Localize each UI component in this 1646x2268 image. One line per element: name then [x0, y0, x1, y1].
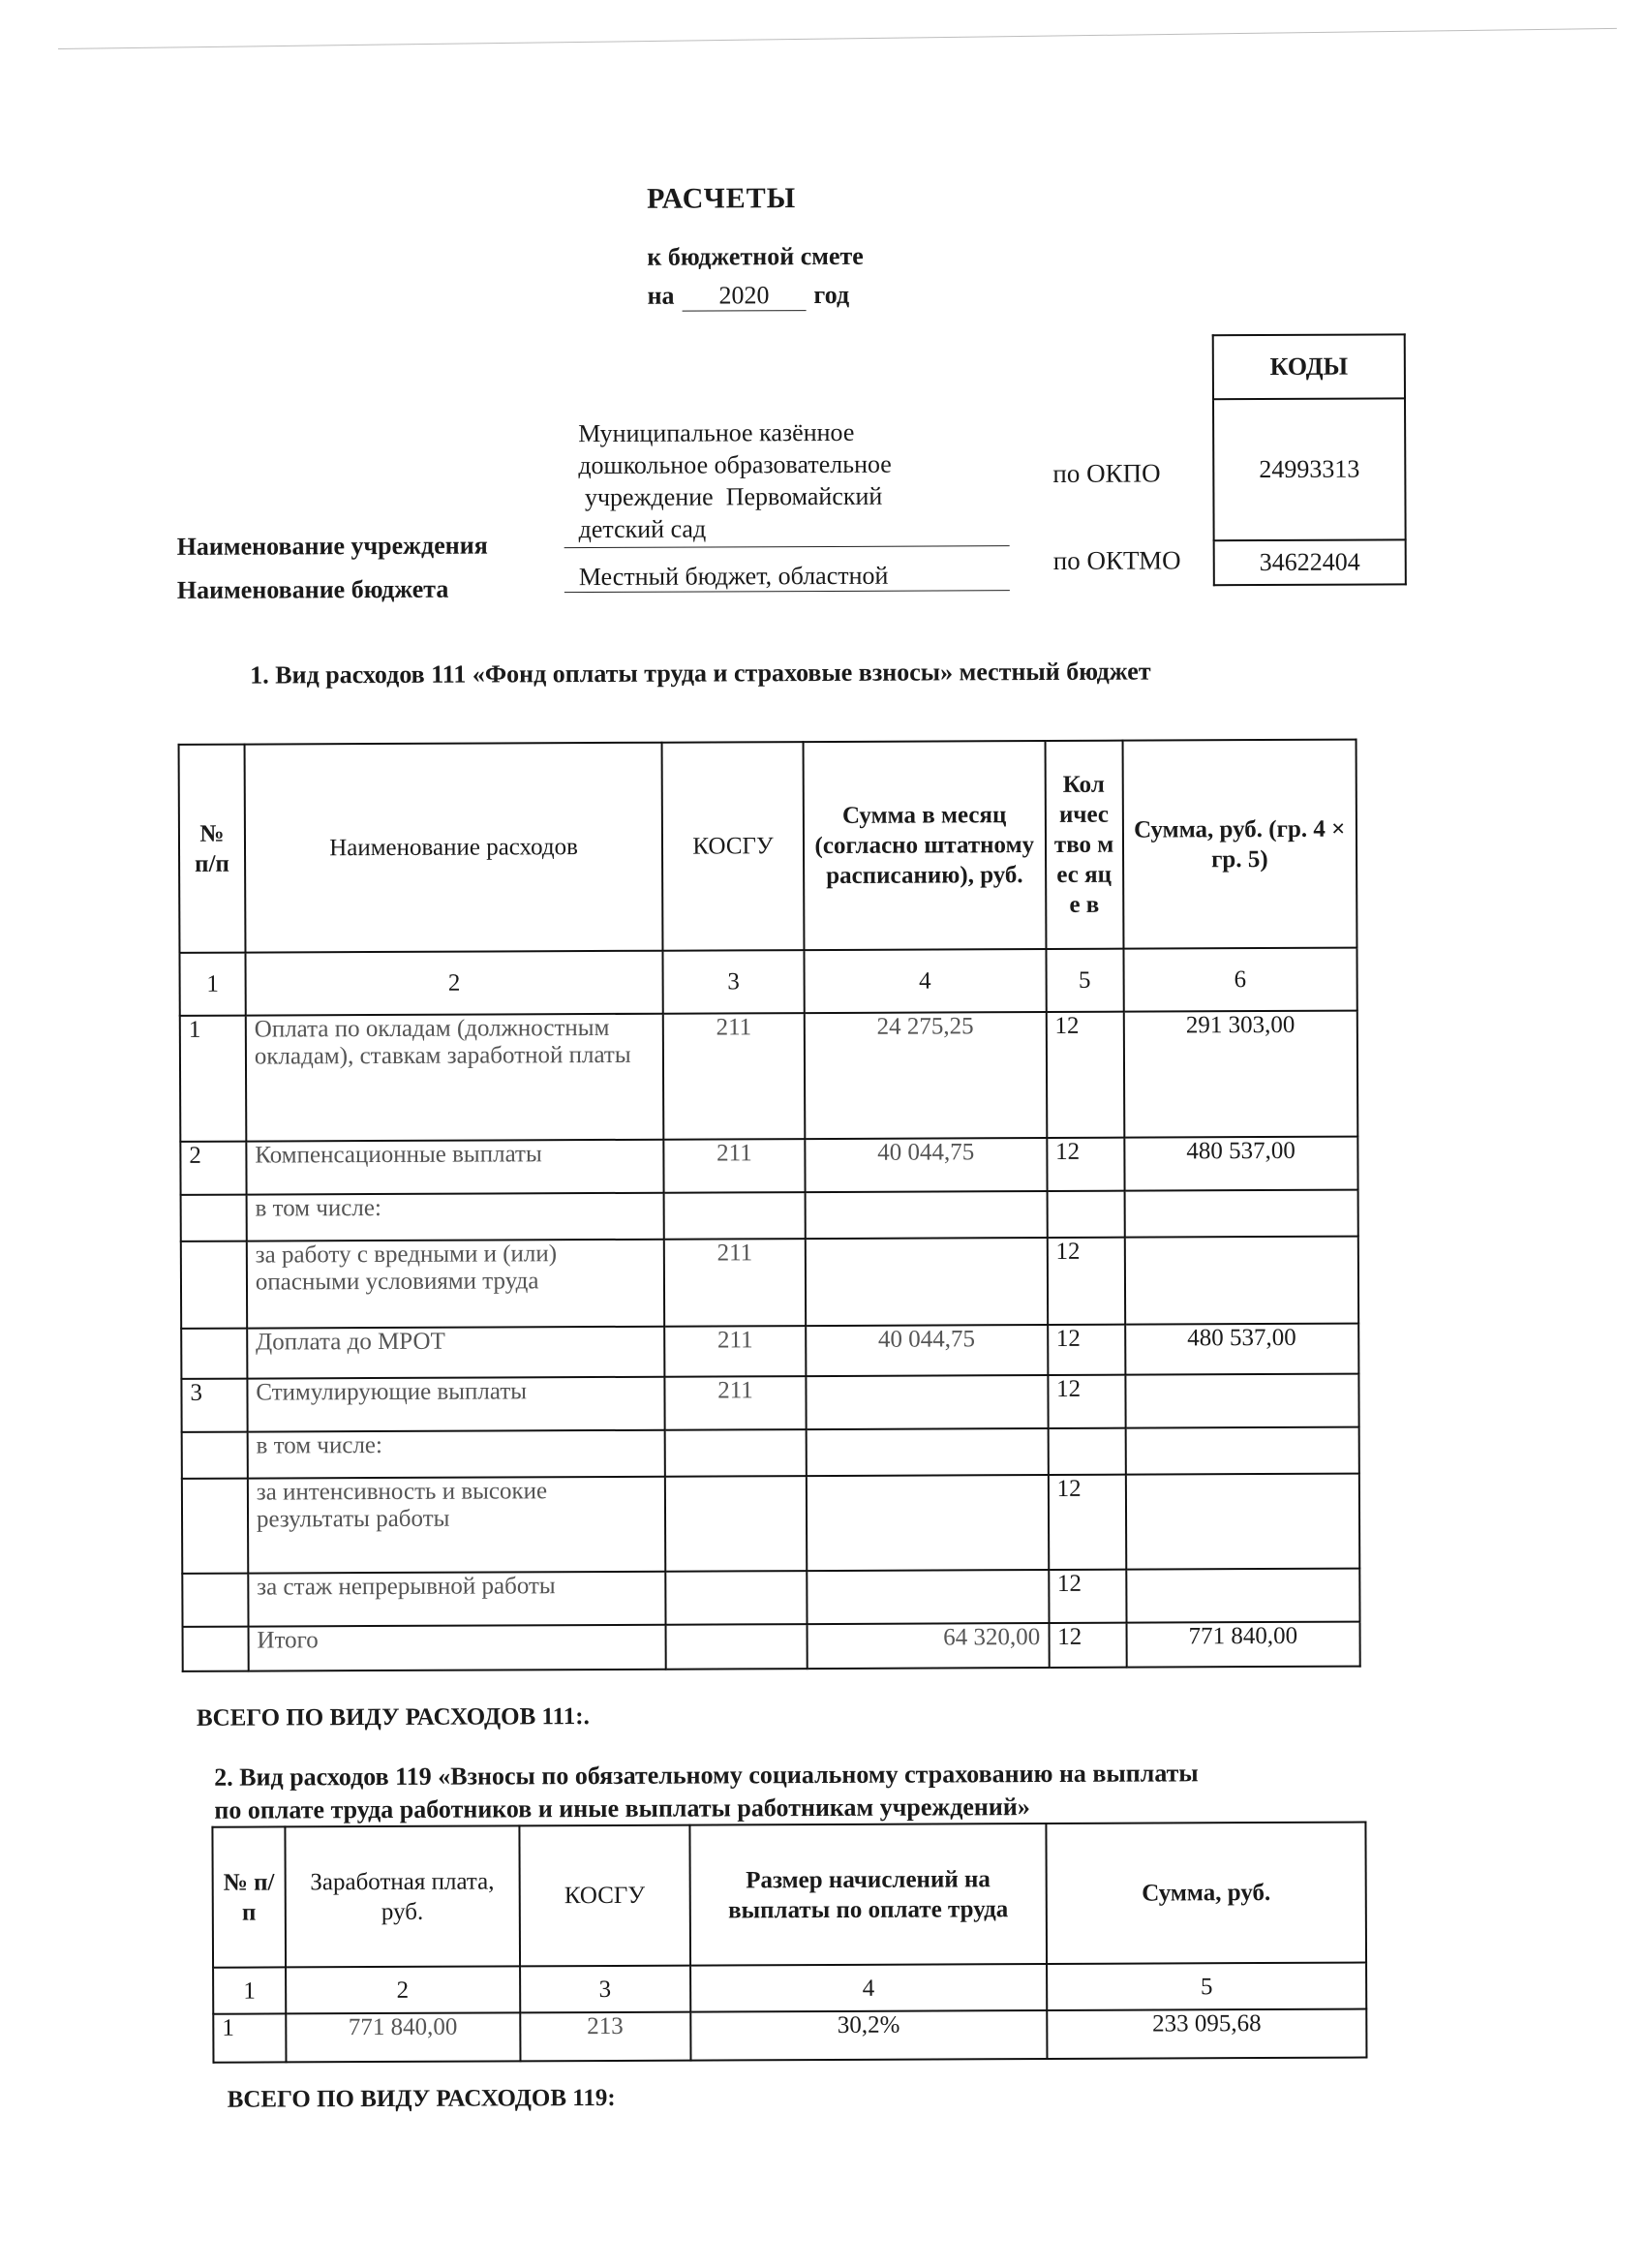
cell-kosgu: 211	[664, 1239, 806, 1327]
cell-kosgu: 211	[665, 1376, 807, 1430]
institution-name	[578, 416, 892, 545]
cell-number: 3	[181, 1379, 247, 1432]
cell-months	[1048, 1428, 1125, 1475]
cell-months: 12	[1048, 1475, 1125, 1570]
col-number: 5	[1047, 1963, 1366, 2010]
cell-name: Оплата по окладам (должностным окладам), ставкам заработной платы	[246, 1014, 664, 1142]
section2-total-label: ВСЕГО ПО ВИДУ РАСХОДОВ 119:	[227, 2084, 616, 2113]
col-number: 1	[179, 953, 245, 1016]
cell-months	[1047, 1191, 1124, 1238]
cell-kosgu	[666, 1624, 808, 1670]
cell-total-sum	[1124, 1237, 1358, 1325]
col-number: 2	[286, 1966, 520, 2013]
cell-salary: 771 840,00	[286, 2012, 520, 2062]
cell-monthly-sum: 40 044,75	[806, 1325, 1048, 1376]
cell-number	[182, 1479, 248, 1574]
col-header-kosgu: КОСГУ	[519, 1825, 690, 1967]
cell-rate: 30,2%	[690, 2010, 1048, 2061]
section2-title-line1: 2. Вид расходов 119 «Взносы по обязательному социальному страхованию на выплаты	[214, 1759, 1199, 1792]
institution-label: Наименование учреждения	[176, 531, 488, 561]
col-header-name: Наименование расходов	[244, 743, 662, 953]
cell-number	[183, 1627, 249, 1671]
cell-monthly-sum	[807, 1570, 1049, 1624]
budget-label: Наименование бюджета	[176, 574, 449, 604]
cell-name: Доплата до МРОТ	[247, 1327, 664, 1379]
okpo-label: по ОКПО	[1052, 458, 1161, 488]
table-row	[181, 1237, 1358, 1329]
cell-total-sum	[1125, 1427, 1359, 1475]
cell-name: за стаж непрерывной работы	[248, 1572, 665, 1627]
cell-total-sum: 480 537,00	[1125, 1324, 1359, 1375]
table-row	[182, 1427, 1359, 1479]
table-row	[213, 2009, 1366, 2063]
cell-number	[181, 1195, 247, 1241]
col-number: 4	[690, 1964, 1048, 2012]
cell-monthly-sum	[806, 1191, 1048, 1239]
cell-monthly-sum: 64 320,00	[807, 1623, 1049, 1669]
year-prefix: на	[647, 281, 675, 310]
cell-name: за работу с вредными и (или) опасными условиями труда	[247, 1240, 665, 1329]
institution-line: детский сад	[578, 514, 707, 544]
table-column-numbers-row	[179, 948, 1356, 1016]
cell-number: 2	[180, 1142, 246, 1195]
document-title: РАСЧЕТЫ	[647, 182, 797, 215]
budget-name: Местный бюджет, областной	[578, 561, 889, 592]
col-number: 3	[663, 950, 805, 1014]
cell-months: 12	[1046, 1012, 1123, 1138]
cell-months: 12	[1049, 1623, 1126, 1668]
year-value: 2020	[682, 281, 806, 312]
cell-kosgu	[664, 1192, 806, 1240]
cell-name: в том числе:	[246, 1193, 663, 1241]
col-header-total-sum: Сумма, руб. (гр. 4 × гр. 5)	[1122, 740, 1356, 949]
cell-total-sum: 291 303,00	[1123, 1011, 1357, 1138]
cell-name: Итого	[248, 1625, 665, 1671]
cell-kosgu: 211	[663, 1139, 805, 1193]
cell-kosgu	[665, 1476, 807, 1572]
institution-line: Муниципальное казённое	[578, 417, 855, 448]
cell-monthly-sum	[806, 1238, 1048, 1326]
document-subtitle: к бюджетной смете	[647, 241, 864, 271]
cell-kosgu: 213	[520, 2012, 690, 2062]
table-row	[181, 1324, 1358, 1379]
institution-line: учреждение Первомайский	[578, 481, 883, 512]
year-line	[647, 281, 849, 312]
cell-name: Компенсационные выплаты	[246, 1140, 663, 1195]
col-header-number: № п/п	[179, 745, 246, 953]
cell-number: 1	[213, 2013, 286, 2062]
col-header-monthly-sum: Сумма в месяц (согласно штатному расписанию), руб.	[803, 741, 1046, 950]
section1-total-label: ВСЕГО ПО ВИДУ РАСХОДОВ 111:.	[196, 1703, 590, 1732]
col-header-months: Кол ичес тво мес яце в	[1045, 741, 1123, 949]
cell-kosgu	[665, 1429, 807, 1477]
codes-heading: КОДЫ	[1213, 334, 1405, 399]
cell-months: 12	[1047, 1238, 1124, 1325]
cell-months: 12	[1048, 1375, 1125, 1428]
cell-kosgu: 211	[663, 1013, 805, 1140]
section1-title: 1. Вид расходов 111 «Фонд оплаты труда и страховые взносы» местный бюджет	[250, 657, 1151, 690]
col-number: 3	[520, 1966, 690, 2013]
okpo-code: 24993313	[1213, 398, 1406, 540]
cell-monthly-sum	[807, 1428, 1049, 1476]
cell-total-sum	[1125, 1374, 1359, 1428]
table-row	[180, 1011, 1358, 1142]
col-header-number: № п/п	[212, 1826, 285, 1967]
table-row	[182, 1569, 1359, 1627]
section2-table	[211, 1822, 1367, 2064]
cell-number	[182, 1574, 248, 1627]
cell-months: 12	[1049, 1570, 1126, 1623]
cell-number	[181, 1241, 247, 1329]
table-header-row	[179, 740, 1357, 953]
col-header-sum: Сумма, руб.	[1046, 1823, 1366, 1964]
cell-number	[181, 1329, 247, 1379]
table-row-total	[183, 1622, 1360, 1671]
cell-total-sum: 480 537,00	[1124, 1137, 1358, 1191]
cell-monthly-sum	[806, 1375, 1048, 1429]
year-suffix: год	[813, 280, 850, 310]
cell-monthly-sum: 40 044,75	[805, 1138, 1047, 1192]
cell-name: за интенсивность и высокие результаты работы	[248, 1477, 666, 1574]
cell-kosgu	[665, 1571, 807, 1625]
cell-months: 12	[1047, 1138, 1124, 1191]
col-number: 4	[804, 949, 1046, 1013]
cell-total-sum: 771 840,00	[1126, 1622, 1360, 1668]
table-row	[182, 1474, 1359, 1574]
cell-total-sum	[1126, 1569, 1360, 1623]
oktmo-label: по ОКТМО	[1052, 545, 1181, 575]
col-header-rate: Размер начислений на выплаты по оплате труда	[689, 1824, 1047, 1966]
col-header-salary: Заработная плата, руб.	[285, 1825, 520, 1967]
col-number: 1	[213, 1967, 286, 2013]
section1-table	[178, 739, 1361, 1672]
col-number: 2	[245, 951, 662, 1016]
cell-monthly-sum: 24 275,25	[805, 1012, 1047, 1139]
cell-months: 12	[1048, 1325, 1125, 1375]
cell-number	[182, 1432, 248, 1479]
cell-number: 1	[180, 1016, 246, 1142]
cell-total-sum	[1124, 1190, 1358, 1238]
table-header-row	[212, 1823, 1366, 1968]
table-row	[181, 1190, 1358, 1241]
cell-kosgu: 211	[664, 1326, 806, 1377]
cell-sum: 233 095,68	[1047, 2009, 1366, 2059]
cell-monthly-sum	[807, 1475, 1049, 1571]
table-row	[180, 1137, 1357, 1195]
table-column-numbers-row	[213, 1963, 1366, 2014]
section2-title-line2: по оплате труда работников и иные выплаты работникам учреждений»	[214, 1793, 1030, 1824]
col-header-kosgu: КОСГУ	[662, 742, 805, 951]
oktmo-code: 34622404	[1214, 539, 1406, 585]
col-number: 5	[1046, 949, 1123, 1012]
table-row	[181, 1374, 1358, 1432]
institution-line: дошкольное образовательное	[578, 449, 892, 480]
institution-underline	[564, 545, 1010, 548]
cell-name: Стимулирующие выплаты	[247, 1377, 664, 1432]
cell-name: в том числе:	[248, 1430, 665, 1479]
codes-table	[1212, 333, 1407, 586]
col-number: 6	[1123, 948, 1357, 1012]
cell-total-sum	[1125, 1474, 1359, 1570]
